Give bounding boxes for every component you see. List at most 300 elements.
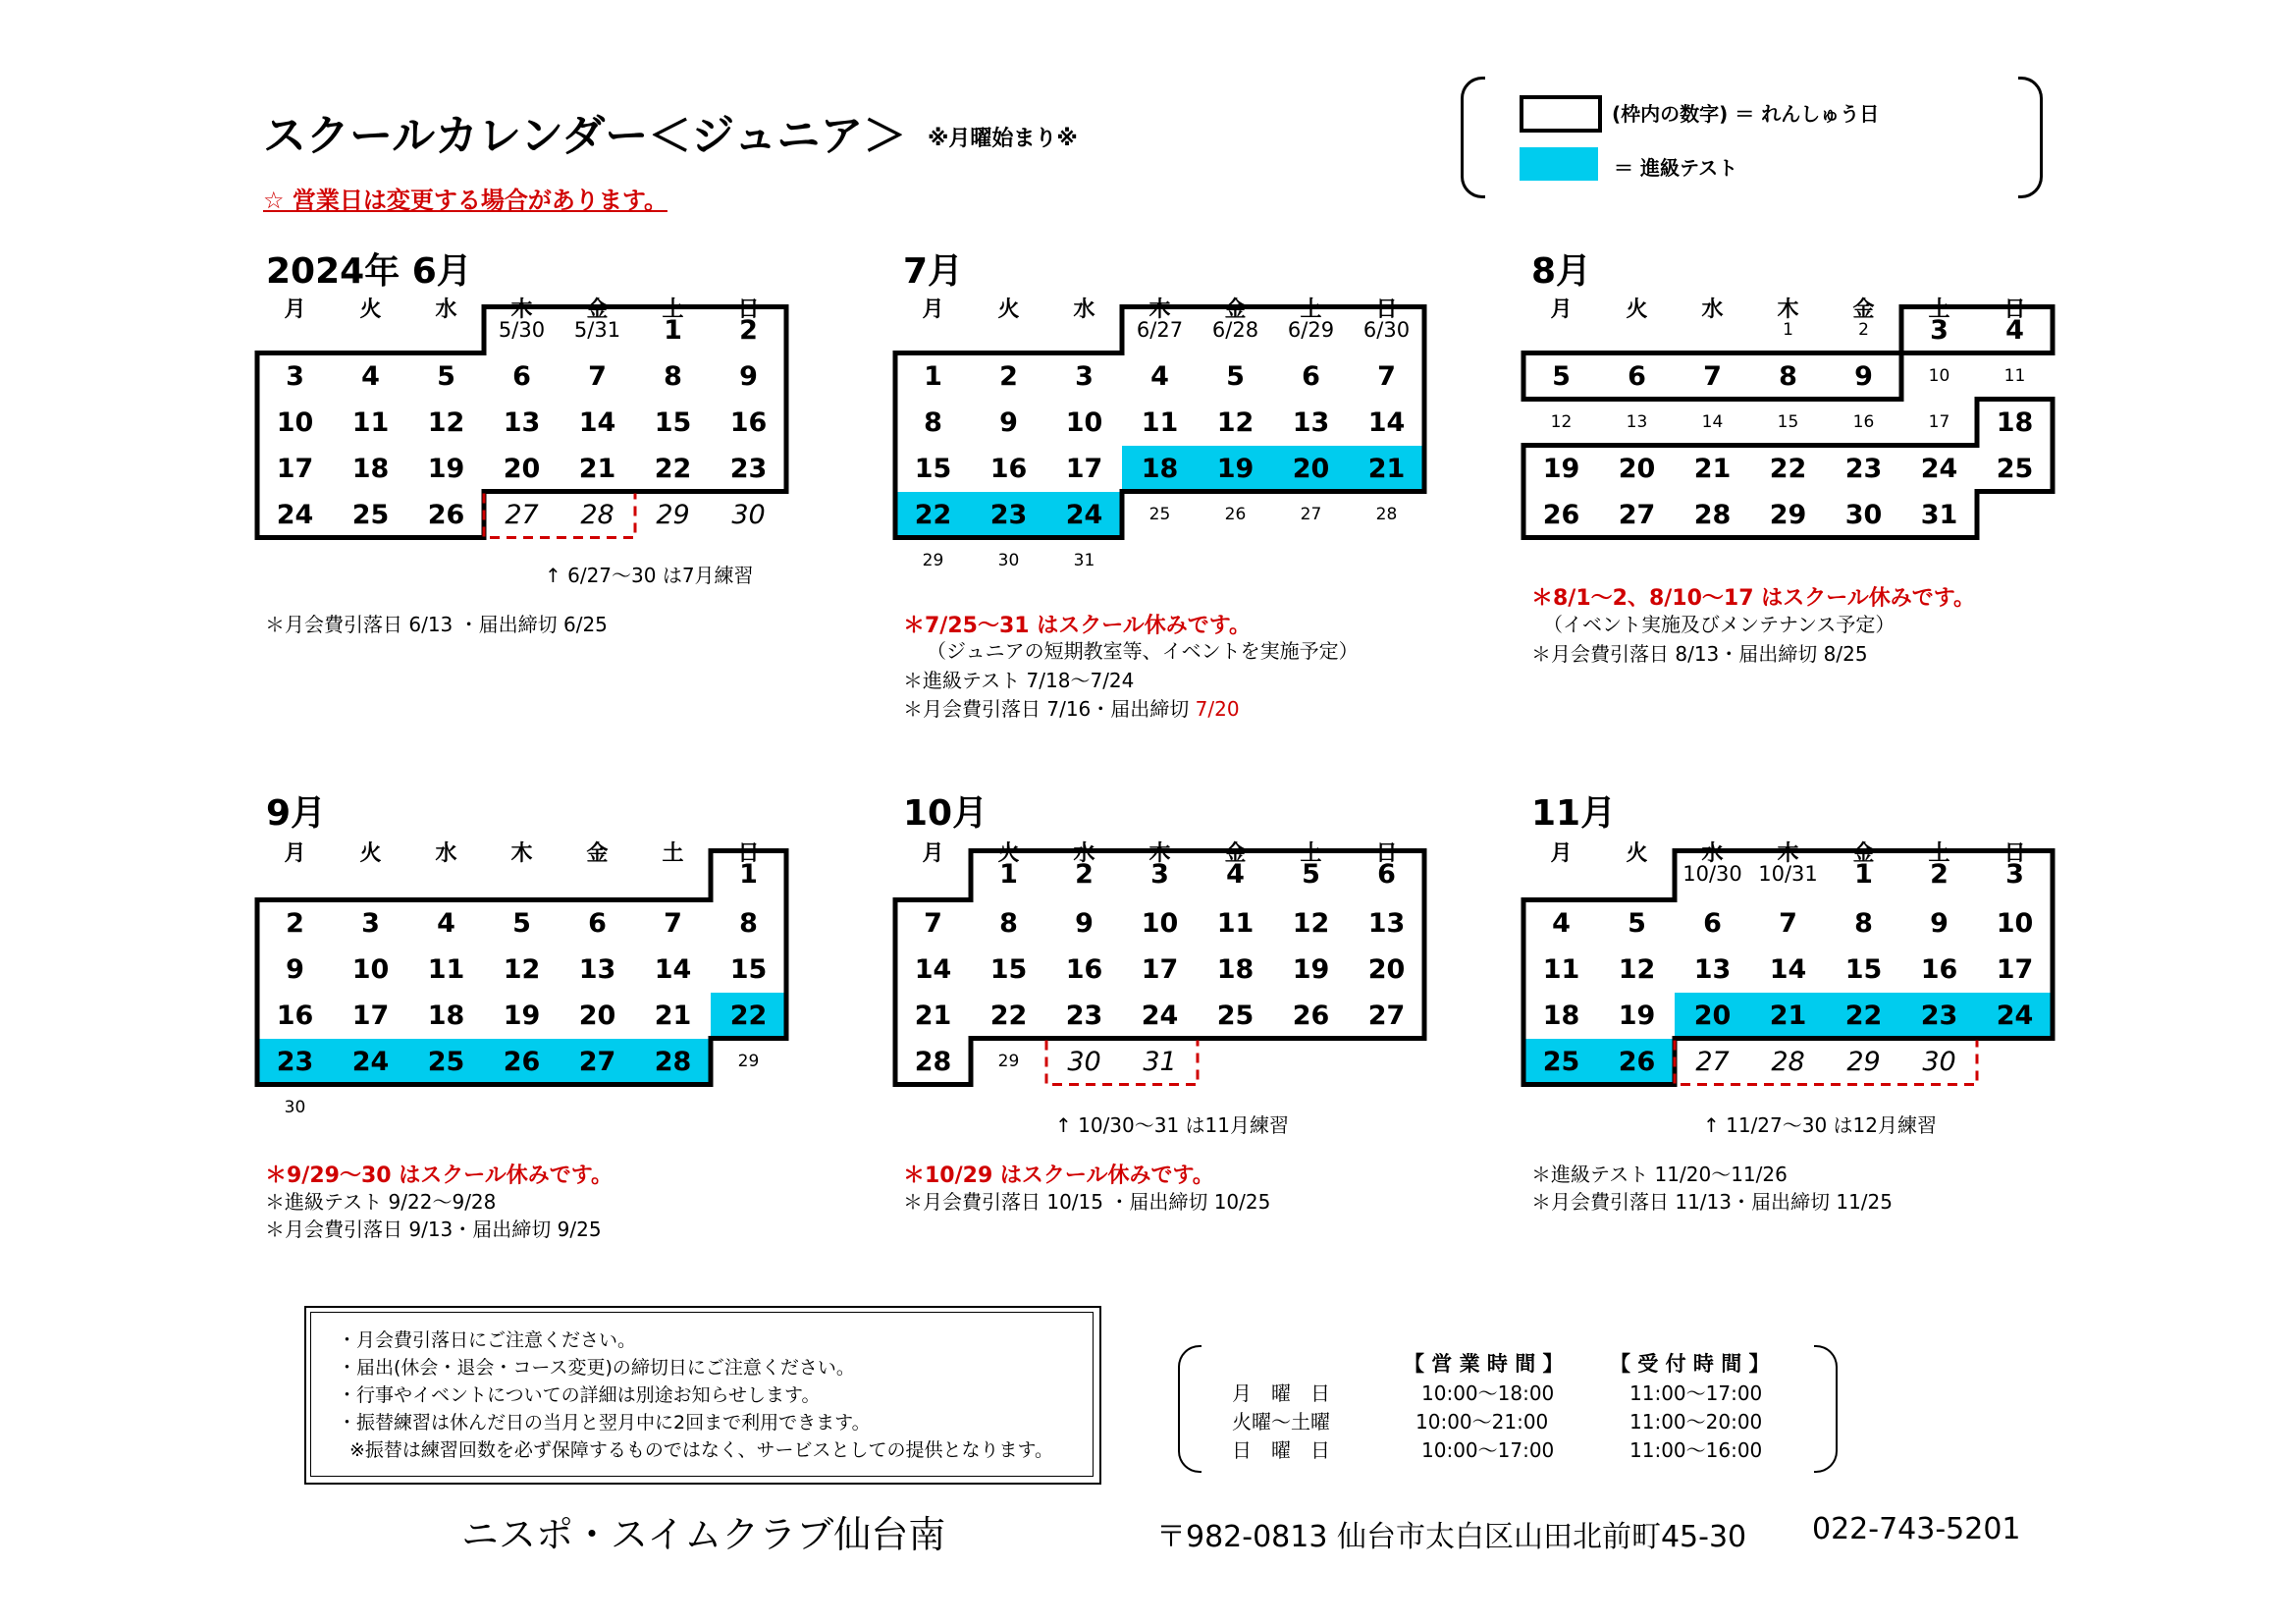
- day-cell: 11: [351, 406, 390, 438]
- day-cell: 10: [1928, 366, 1950, 386]
- month-note: [903, 1159, 1214, 1189]
- day-cell: 9: [999, 406, 1018, 438]
- weekday-label: 木: [510, 298, 533, 322]
- day-cell: 6: [1628, 360, 1646, 392]
- day-cell: 14: [1769, 953, 1807, 985]
- day-cell: 19: [427, 453, 465, 484]
- day-cell: 28: [635, 1039, 711, 1085]
- day-cell: 22: [711, 993, 786, 1039]
- day-cell: 28: [1375, 505, 1398, 524]
- month-note-text: ↑ 11/27～30 は12月練習: [1703, 1113, 1938, 1137]
- day-cell: 4: [1150, 360, 1169, 392]
- day-cell: 25: [408, 1039, 484, 1085]
- day-cell: 15: [1777, 412, 1799, 432]
- day-cell: 18: [427, 1000, 465, 1031]
- legend-bracket-right: [2018, 77, 2043, 198]
- month-note-text: ＊進級テスト 7/18～7/24: [903, 669, 1135, 692]
- month-note-text: ＊進級テスト 9/22～9/28: [265, 1190, 497, 1214]
- legend-bracket-left: [1461, 77, 1485, 198]
- week-start-note: ※月曜始まり※: [928, 127, 1078, 151]
- day-cell: 12: [427, 406, 465, 438]
- day-cell: 30: [997, 551, 1020, 570]
- weekday-label: 火: [997, 298, 1020, 322]
- month-title: 7月: [903, 251, 964, 292]
- weekday-label: 月: [284, 841, 306, 866]
- day-cell: 1: [664, 314, 682, 346]
- day-cell: 16: [989, 453, 1028, 484]
- business-hours-header: 【 営 業 時 間 】: [1404, 1352, 1564, 1376]
- weekday-label: 水: [435, 841, 457, 866]
- day-cell: 11: [1216, 907, 1255, 939]
- day-cell: 24: [333, 1039, 408, 1085]
- day-cell: 7: [664, 907, 682, 939]
- day-cell: 13: [578, 953, 616, 985]
- day-cell: 17: [1928, 412, 1950, 432]
- day-cell: 4: [361, 360, 380, 392]
- day-cell: 19: [1292, 953, 1330, 985]
- day-cell: 25: [1216, 1000, 1255, 1031]
- month-title: 11月: [1531, 793, 1617, 834]
- day-cell: 21: [1693, 453, 1732, 484]
- day-cell: 14: [1367, 406, 1406, 438]
- month-note-deadline: 7/20: [1195, 697, 1240, 721]
- day-cell: 11: [1542, 953, 1580, 985]
- day-cell: 30: [284, 1098, 306, 1117]
- day-cell: 14: [914, 953, 952, 985]
- day-cell: 5: [1226, 360, 1245, 392]
- weekday-label: 火: [359, 841, 382, 866]
- day-cell: 3: [1075, 360, 1094, 392]
- day-cell: 2: [1930, 858, 1949, 890]
- weekday-label: 水: [1073, 298, 1095, 322]
- day-cell: 21: [1349, 446, 1424, 492]
- day-cell: 2: [999, 360, 1018, 392]
- day-cell: 22: [1769, 453, 1807, 484]
- day-cell: 9: [739, 360, 758, 392]
- weekday-label: 日: [2003, 841, 2026, 866]
- day-cell: 8: [999, 907, 1018, 939]
- month-note-text: ＊7/25～31 はスクール休みです。: [903, 614, 1252, 638]
- day-cell: 9: [1854, 360, 1873, 392]
- weekday-label: 日: [1375, 298, 1398, 322]
- day-cell: 2: [286, 907, 304, 939]
- month-note: [927, 635, 1359, 664]
- day-cell: 3: [286, 360, 304, 392]
- month-note: [1543, 609, 1895, 637]
- weekday-label: 日: [1375, 841, 1398, 866]
- weekday-label: 月: [922, 841, 944, 866]
- day-cell: 11: [427, 953, 465, 985]
- day-cell: 18: [1542, 1000, 1580, 1031]
- day-cell: 6/27: [1136, 318, 1184, 342]
- day-cell: 12: [1550, 412, 1573, 432]
- day-cell: 14: [578, 406, 616, 438]
- day-cell: 28: [1771, 1046, 1805, 1077]
- weekday-label: 日: [2003, 298, 2026, 322]
- hours-reception-2: 11:00～20:00: [1629, 1410, 1763, 1434]
- day-cell: 16: [729, 406, 768, 438]
- day-cell: 1: [1783, 320, 1793, 340]
- day-cell: 26: [427, 499, 465, 530]
- day-cell: 23: [1901, 993, 1977, 1039]
- month-note: [265, 1159, 613, 1189]
- weekday-label: 金: [1224, 841, 1247, 866]
- day-cell: 5: [1552, 360, 1571, 392]
- day-cell: 13: [503, 406, 541, 438]
- day-cell: 10: [1141, 907, 1179, 939]
- day-cell: 17: [276, 453, 314, 484]
- day-cell: 6/28: [1211, 318, 1259, 342]
- day-cell: 7: [588, 360, 607, 392]
- day-cell: 21: [914, 1000, 952, 1031]
- month-note-text: ＊月会費引落日 7/16・届出締切: [903, 697, 1196, 721]
- weekday-label: 火: [359, 298, 382, 322]
- day-cell: 7: [924, 907, 942, 939]
- month-note: [1531, 638, 1868, 667]
- day-cell: 14: [654, 953, 692, 985]
- day-cell: 17: [351, 1000, 390, 1031]
- weekday-label: 日: [737, 298, 760, 322]
- day-cell: 24: [1046, 492, 1122, 538]
- day-cell: 10/31: [1758, 862, 1818, 886]
- day-cell: 22: [654, 453, 692, 484]
- day-cell: 20: [1618, 453, 1656, 484]
- weekday-label: 火: [1626, 841, 1648, 866]
- month-note-text: ＊月会費引落日 6/13 ・届出締切 6/25: [265, 613, 608, 636]
- day-cell: 26: [1292, 1000, 1330, 1031]
- day-cell: 26: [1224, 505, 1247, 524]
- day-cell: 28: [914, 1046, 952, 1077]
- day-cell: 9: [1075, 907, 1094, 939]
- day-cell: 6: [1377, 858, 1396, 890]
- month-note: [265, 1186, 496, 1215]
- day-cell: 13: [1693, 953, 1732, 985]
- legend-test-swatch: [1520, 147, 1598, 181]
- day-cell: 6: [1302, 360, 1320, 392]
- day-cell: 29: [1846, 1046, 1881, 1077]
- weekday-label: 金: [586, 298, 609, 322]
- month-note: [265, 1214, 602, 1242]
- month-note-text: ＊8/1～2、8/10～17 はスクール休みです。: [1531, 586, 1975, 611]
- day-cell: 21: [578, 453, 616, 484]
- day-cell: 29: [922, 551, 944, 570]
- month-note-text: ＊月会費引落日 8/13・届出締切 8/25: [1531, 642, 1868, 666]
- day-cell: 13: [1292, 406, 1330, 438]
- month-note-text: ＊進級テスト 11/20～11/26: [1531, 1163, 1788, 1186]
- day-cell: 21: [1750, 993, 1826, 1039]
- club-address: 〒982-0813 仙台市太白区山田北前町45-30: [1156, 1520, 1747, 1554]
- day-cell: 13: [1626, 412, 1648, 432]
- day-cell: 6/29: [1287, 318, 1335, 342]
- day-cell: 20: [1273, 446, 1349, 492]
- day-cell: 15: [654, 406, 692, 438]
- day-cell: 5: [1302, 858, 1320, 890]
- info-line-2: ・届出(休会・退会・コース変更)の締切日にご注意ください。: [338, 1357, 855, 1379]
- business-day-notice: ☆ 営業日は変更する場合があります。: [263, 187, 667, 214]
- day-cell: 17: [1141, 953, 1179, 985]
- day-cell: 6: [512, 360, 531, 392]
- month-note-text: ＊月会費引落日 11/13・届出締切 11/25: [1531, 1190, 1893, 1214]
- weekday-label: 火: [997, 841, 1020, 866]
- weekday-label: 土: [1300, 841, 1322, 866]
- info-line-3: ・行事やイベントについての詳細は別途お知らせします。: [338, 1384, 821, 1406]
- hours-business-2: 10:00～21:00: [1415, 1410, 1549, 1434]
- day-cell: 18: [1216, 953, 1255, 985]
- month-note: [1531, 1186, 1893, 1215]
- day-cell: 30: [1844, 499, 1883, 530]
- day-cell: 5: [437, 360, 455, 392]
- weekday-label: 土: [662, 298, 684, 322]
- weekday-label: 水: [1701, 841, 1724, 866]
- weekday-label: 月: [1550, 298, 1573, 322]
- day-cell: 8: [1854, 907, 1873, 939]
- day-cell: 2: [739, 314, 758, 346]
- day-cell: 29: [997, 1052, 1020, 1071]
- day-cell: 26: [1599, 1039, 1675, 1085]
- day-cell: 16: [1852, 412, 1875, 432]
- day-cell: 2: [1075, 858, 1094, 890]
- day-cell: 15: [914, 453, 952, 484]
- day-cell: 23: [1065, 1000, 1103, 1031]
- hours-business-3: 10:00～17:00: [1421, 1438, 1555, 1462]
- day-cell: 10: [1065, 406, 1103, 438]
- day-cell: 25: [1996, 453, 2034, 484]
- day-cell: 19: [1618, 1000, 1656, 1031]
- day-cell: 23: [257, 1039, 333, 1085]
- day-cell: 28: [580, 499, 614, 530]
- day-cell: 25: [351, 499, 390, 530]
- day-cell: 6: [588, 907, 607, 939]
- weekday-label: 日: [737, 841, 760, 866]
- month-title: 2024年 6月: [266, 251, 472, 292]
- day-cell: 23: [971, 492, 1046, 538]
- club-name: ニスポ・スイムクラブ仙台南: [461, 1513, 946, 1556]
- day-cell: 13: [1367, 907, 1406, 939]
- day-cell: 26: [1542, 499, 1580, 530]
- month-note-text: ＊月会費引落日 10/15 ・届出締切 10/25: [903, 1190, 1271, 1214]
- reception-hours-header: 【 受 付 時 間 】: [1610, 1352, 1770, 1376]
- weekday-label: 水: [1701, 298, 1724, 322]
- weekday-label: 土: [1928, 298, 1950, 322]
- weekday-label: 月: [284, 298, 306, 322]
- day-cell: 7: [1779, 907, 1797, 939]
- day-cell: 20: [1367, 953, 1406, 985]
- day-cell: 31: [1143, 1046, 1177, 1077]
- hours-business-1: 10:00～18:00: [1421, 1381, 1555, 1405]
- day-cell: 3: [2005, 858, 2024, 890]
- day-cell: 10: [276, 406, 314, 438]
- day-cell: 4: [1552, 907, 1571, 939]
- day-cell: 2: [1858, 320, 1869, 340]
- day-cell: 24: [276, 499, 314, 530]
- weekday-label: 金: [1224, 298, 1247, 322]
- month-note-text: ↑ 10/30～31 は11月練習: [1055, 1113, 1290, 1137]
- day-cell: 10: [351, 953, 390, 985]
- day-cell: 19: [1542, 453, 1580, 484]
- weekday-label: 金: [1852, 298, 1875, 322]
- day-cell: 8: [924, 406, 942, 438]
- page-title: スクールカレンダー＜ジュニア＞: [263, 111, 907, 161]
- day-cell: 24: [1920, 453, 1958, 484]
- hours-day-1: 月 曜 日: [1232, 1381, 1330, 1405]
- day-cell: 18: [351, 453, 390, 484]
- day-cell: 1: [999, 858, 1018, 890]
- month-note-text: （ジュニアの短期教室等、イベントを実施予定）: [927, 639, 1359, 663]
- day-cell: 15: [989, 953, 1028, 985]
- day-cell: 15: [1844, 953, 1883, 985]
- day-cell: 20: [1675, 993, 1750, 1039]
- day-cell: 27: [1618, 499, 1656, 530]
- day-cell: 22: [895, 492, 971, 538]
- day-cell: 1: [1854, 858, 1873, 890]
- info-line-5: ※振替は練習回数を必ず保障するものではなく、サービスとしての提供となります。: [349, 1439, 1054, 1461]
- weekday-label: 土: [662, 841, 684, 866]
- day-cell: 25: [1148, 505, 1171, 524]
- weekday-label: 金: [586, 841, 609, 866]
- day-cell: 24: [1141, 1000, 1179, 1031]
- day-cell: 16: [276, 1000, 314, 1031]
- day-cell: 8: [1779, 360, 1797, 392]
- weekday-label: 月: [922, 298, 944, 322]
- day-cell: 15: [729, 953, 768, 985]
- day-cell: 29: [1769, 499, 1807, 530]
- legend-outline-label: (枠内の数字) ＝ れんしゅう日: [1612, 102, 1880, 126]
- month-note: [903, 1186, 1270, 1215]
- day-cell: 27: [1300, 505, 1322, 524]
- day-cell: 16: [1065, 953, 1103, 985]
- day-cell: 12: [1618, 953, 1656, 985]
- day-cell: 19: [503, 1000, 541, 1031]
- weekday-label: 木: [1777, 298, 1799, 322]
- day-cell: 5: [1628, 907, 1646, 939]
- day-cell: 27: [505, 499, 539, 530]
- day-cell: 16: [1920, 953, 1958, 985]
- month-title: 10月: [903, 793, 988, 834]
- hours-bracket-left: [1178, 1345, 1201, 1473]
- day-cell: 9: [286, 953, 304, 985]
- legend-test-label: ＝ 進級テスト: [1614, 156, 1738, 180]
- day-cell: 18: [1996, 406, 2034, 438]
- day-cell: 29: [656, 499, 690, 530]
- hours-reception-1: 11:00～17:00: [1629, 1381, 1763, 1405]
- month-note: [903, 665, 1134, 693]
- month-note-text: （イベント実施及びメンテナンス予定）: [1543, 613, 1896, 636]
- day-cell: 17: [1996, 953, 2034, 985]
- day-cell: 3: [1930, 314, 1949, 346]
- weekday-label: 火: [1626, 298, 1648, 322]
- month-note-text: ＊9/29～30 はスクール休みです。: [265, 1164, 614, 1188]
- day-cell: 30: [731, 499, 766, 530]
- day-cell: 10: [1996, 907, 2034, 939]
- month-note: [1703, 1110, 1937, 1138]
- day-cell: 11: [1141, 406, 1179, 438]
- info-line-1: ・月会費引落日にご注意ください。: [338, 1329, 637, 1351]
- day-cell: 9: [1930, 907, 1949, 939]
- day-cell: 5/31: [573, 318, 621, 342]
- day-cell: 5: [512, 907, 531, 939]
- day-cell: 28: [1693, 499, 1732, 530]
- day-cell: 4: [1226, 858, 1245, 890]
- weekday-label: 木: [1148, 298, 1171, 322]
- day-cell: 12: [503, 953, 541, 985]
- weekday-label: 木: [1148, 841, 1171, 866]
- hours-bracket-right: [1814, 1345, 1838, 1473]
- day-cell: 12: [1216, 406, 1255, 438]
- day-cell: 25: [1523, 1039, 1599, 1085]
- day-cell: 27: [1367, 1000, 1406, 1031]
- hours-day-2: 火曜～土曜: [1232, 1410, 1330, 1434]
- weekday-label: 木: [510, 841, 533, 866]
- month-note: [1055, 1110, 1289, 1138]
- day-cell: 31: [1920, 499, 1958, 530]
- day-cell: 30: [1922, 1046, 1956, 1077]
- day-cell: 23: [1844, 453, 1883, 484]
- day-cell: 19: [1198, 446, 1273, 492]
- day-cell: 27: [1695, 1046, 1730, 1077]
- month-note-text: ＊月会費引落日 9/13・届出締切 9/25: [265, 1218, 602, 1241]
- month-note: [903, 693, 1240, 722]
- month-note-text: ＊10/29 はスクール休みです。: [903, 1164, 1214, 1188]
- day-cell: 20: [578, 1000, 616, 1031]
- weekday-label: 水: [435, 298, 457, 322]
- weekday-label: 水: [1073, 841, 1095, 866]
- day-cell: 4: [437, 907, 455, 939]
- weekday-label: 月: [1550, 841, 1573, 866]
- month-note: [265, 609, 608, 637]
- day-cell: 30: [1067, 1046, 1101, 1077]
- weekday-label: 金: [1852, 841, 1875, 866]
- month-note: [545, 560, 754, 588]
- day-cell: 23: [729, 453, 768, 484]
- month-title: 8月: [1531, 251, 1592, 292]
- info-line-4: ・振替練習は休んだ日の当月と翌月中に2回まで利用できます。: [338, 1412, 871, 1434]
- hours-reception-3: 11:00～16:00: [1629, 1438, 1763, 1462]
- month-note-text: ↑ 6/27～30 は7月練習: [545, 564, 754, 587]
- day-cell: 29: [737, 1052, 760, 1071]
- month-note: [1531, 581, 1975, 612]
- day-cell: 12: [1292, 907, 1330, 939]
- hours-day-3: 日 曜 日: [1232, 1438, 1330, 1462]
- day-cell: 1: [739, 858, 758, 890]
- day-cell: 7: [1377, 360, 1396, 392]
- day-cell: 26: [484, 1039, 560, 1085]
- day-cell: 14: [1701, 412, 1724, 432]
- day-cell: 8: [739, 907, 758, 939]
- day-cell: 17: [1065, 453, 1103, 484]
- club-phone: 022-743-5201: [1812, 1512, 2021, 1546]
- day-cell: 24: [1977, 993, 2053, 1039]
- day-cell: 10/30: [1682, 862, 1742, 886]
- month-title: 9月: [266, 793, 327, 834]
- day-cell: 31: [1073, 551, 1095, 570]
- weekday-label: 土: [1300, 298, 1322, 322]
- day-cell: 27: [560, 1039, 635, 1085]
- month-note: [1531, 1159, 1788, 1187]
- day-cell: 4: [2005, 314, 2024, 346]
- day-cell: 21: [654, 1000, 692, 1031]
- day-cell: 6: [1703, 907, 1722, 939]
- day-cell: 6/30: [1362, 318, 1411, 342]
- day-cell: 3: [1150, 858, 1169, 890]
- legend-outline-swatch: [1520, 95, 1602, 133]
- day-cell: 20: [503, 453, 541, 484]
- weekday-label: 木: [1777, 841, 1799, 866]
- day-cell: 22: [1826, 993, 1901, 1039]
- day-cell: 11: [2003, 366, 2026, 386]
- day-cell: 3: [361, 907, 380, 939]
- day-cell: 22: [989, 1000, 1028, 1031]
- day-cell: 8: [664, 360, 682, 392]
